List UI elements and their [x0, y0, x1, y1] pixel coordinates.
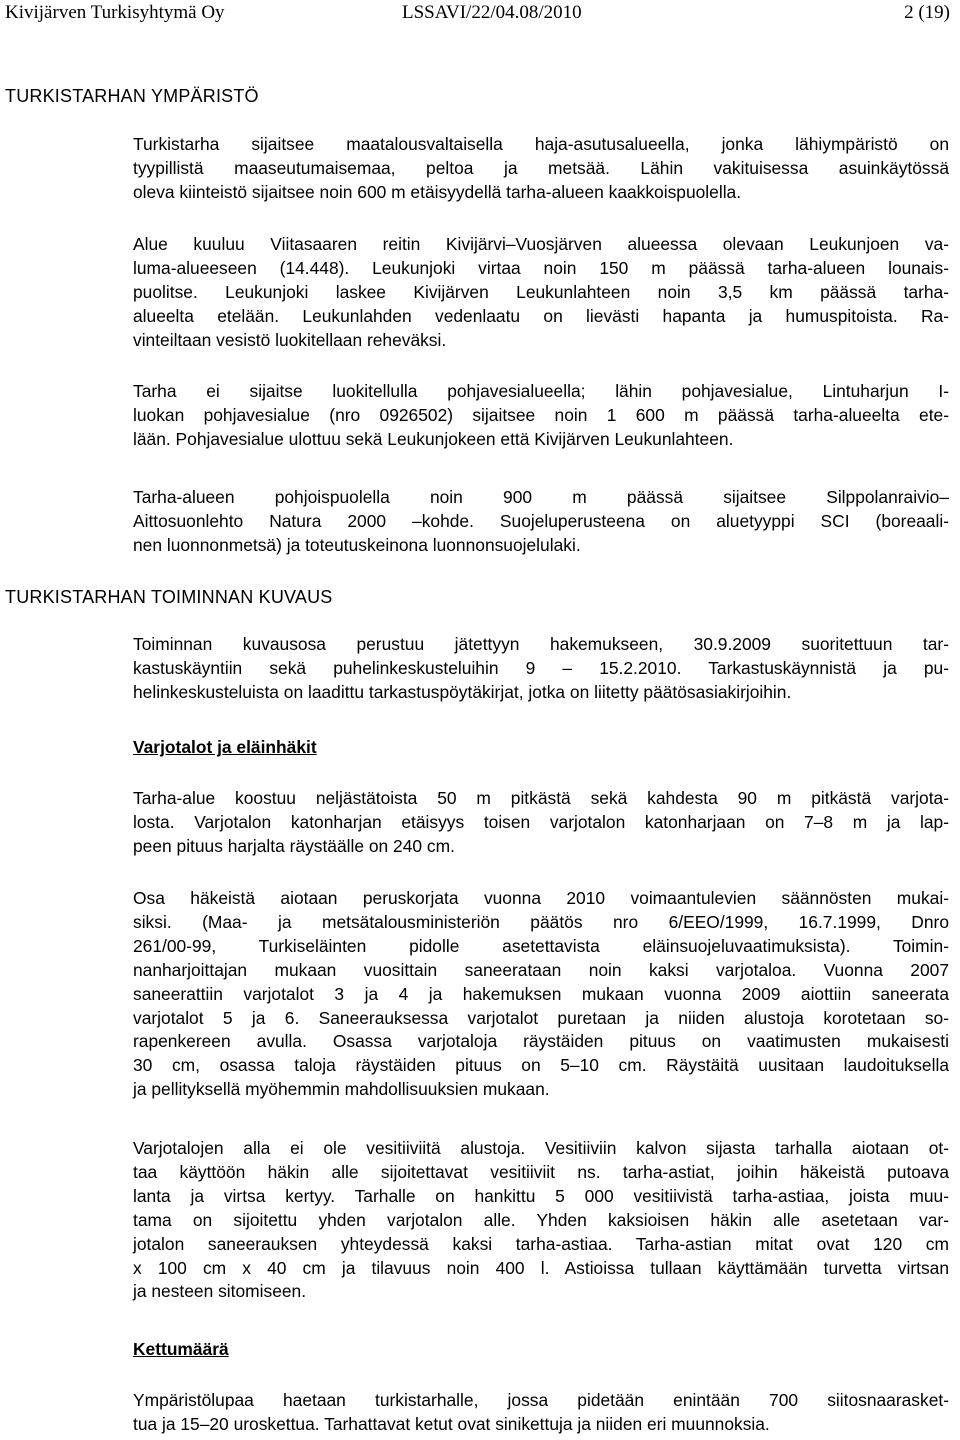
text-line: ja nesteen sitomiseen. [133, 1281, 307, 1302]
text-line: 261/00-99, Turkiseläinten pidolle asetettavista eläinsuojeluvaatimuksista). Toimin- [133, 935, 949, 956]
text-line: x 100 cm x 40 cm ja tilavuus noin 400 l. Astioissa tullaan käyttämään turvetta virtsan [133, 1257, 949, 1278]
text-line: Turkistarha sijaitsee maatalousvaltaisella haja-asutusalueella, jonka lähiympäristö on [133, 134, 949, 154]
text-line: Tarha-alue koostuu neljästätoista 50 m pitkästä sekä kahdesta 90 m pitkästä varjota- [133, 788, 949, 808]
text-line: jotalon saneerauksen yhteydessä kaksi tarha-astiaa. Tarha-astian mitat ovat 120 cm [133, 1233, 949, 1254]
text-line: tyypillistä maaseutumaisemaa, peltoa ja metsää. Lähin vakituisessa asuinkäytössä [133, 157, 949, 178]
text-line: lään. Pohjavesialue ulottuu sekä Leukunjokeen että Kivijärven Leukunlahteen. [133, 428, 734, 449]
text-line: taa käyttöön häkin alle sijoitettavat vesitiiviit ns. tarha-astiat, joihin häkeistä putoava [133, 1161, 949, 1182]
page-number: 2 (19) [904, 2, 950, 23]
text-line: nanharjoittajan mukaan vuosittain saneerataan noin kaksi varjotaloa. Vuonna 2007 [133, 959, 949, 980]
text-line: tua ja 15–20 uroskettua. Tarhattavat ketut ovat sinikettuja ja niiden eri muunnoksia. [133, 1413, 770, 1434]
text-line: luokan pohjavesialue (nro 0926502) sijaitsee noin 1 600 m päässä tarha-alueelta ete- [133, 404, 949, 425]
text-line: Aittosuonlehto Natura 2000 –kohde. Suojeluperusteena on aluetyyppi SCI (boreaali- [133, 510, 949, 531]
subsection-title-shelters: Varjotalot ja eläinhäkit [133, 737, 317, 757]
text-line: ja pellityksellä myöhemmin mahdollisuuksien mukaan. [133, 1079, 550, 1100]
text-line: Varjotalojen alla ei ole vesitiiviitä alustoja. Vesitiiviin kalvon sijasta tarhalla aiotaan ot- [133, 1138, 949, 1158]
text-line: 30 cm, osassa taloja räystäiden pituus on 5–10 cm. Räystäitä uusitaan laudoituksella [133, 1055, 949, 1076]
text-line: puolitse. Leukunjoki laskee Kivijärven Leukunlahteen noin 3,5 km päässä tarha- [133, 281, 949, 302]
text-line: Tarha-alueen pohjoispuolella noin 900 m päässä sijaitsee Silppolanraivio– [133, 487, 949, 507]
text-line: lanta ja virtsa kertyy. Tarhalle on hankittu 5 000 vesitiivistä tarha-astiaa, joista muu- [133, 1185, 949, 1206]
text-line: vinteiltaan vesistö luokitellaan reheväksi. [133, 329, 447, 350]
section-title-environment: TURKISTARHAN YMPÄRISTÖ [5, 86, 259, 106]
text-line: tama on sijoitettu yhden varjotalon alle. Yhden kaksioisen häkin alle asetetaan var- [133, 1209, 949, 1230]
subsection-title-fox-count: Kettumäärä [133, 1339, 229, 1359]
text-line: rapenkereen avulla. Osassa varjotaloja räystäiden pituus on vaatimusten mukaisesti [133, 1031, 949, 1052]
paragraph [133, 1137, 949, 1304]
paragraph [133, 787, 949, 859]
text-line: nen luonnonmetsä) ja toteutuskeinona luonnonsuojelulaki. [133, 534, 581, 555]
text-line: luma-alueeseen (14.448). Leukunjoki virtaa noin 150 m päässä tarha-alueen lounais- [133, 257, 949, 278]
text-line: siksi. (Maa- ja metsätalousministeriön päätös nro 6/EEO/1999, 16.7.1999, Dnro [133, 911, 949, 932]
text-line: kastuskäyntiin sekä puhelinkeskusteluihin 9 – 15.2.2010. Tarkastuskäynnistä ja pu- [133, 657, 949, 678]
paragraph [133, 133, 949, 205]
paragraph [133, 233, 949, 353]
text-line: oleva kiinteistö sijaitsee noin 600 m etäisyydellä tarha-alueen kaakkoispuolella. [133, 181, 742, 202]
paragraph [133, 486, 949, 558]
reference-number: LSSAVI/22/04.08/2010 [402, 2, 582, 23]
text-line: saneerattiin varjotalot 3 ja 4 ja hakemuksen mukaan vuonna 2009 aiottiin saneerata [133, 983, 949, 1004]
page-header [0, 0, 960, 30]
paragraph [133, 1389, 949, 1437]
text-line: Toiminnan kuvausosa perustuu jätettyyn hakemukseen, 30.9.2009 suoritettuun tar- [133, 634, 949, 654]
paragraph [133, 380, 949, 452]
text-line: peen pituus harjalta räystäälle on 240 cm. [133, 835, 455, 856]
text-line: Alue kuuluu Viitasaaren reitin Kivijärvi–Vuosjärven alueessa olevaan Leukunjoen va- [133, 234, 949, 254]
section-title-operations: TURKISTARHAN TOIMINNAN KUVAUS [5, 587, 333, 607]
text-line: Osa häkeistä aiotaan peruskorjata vuonna 2010 voimaantulevien säännösten mukai- [133, 888, 949, 908]
text-line: varjotalot 5 ja 6. Saneerauksessa varjotalot puretaan ja niiden alustoja korotetaan so- [133, 1007, 949, 1028]
text-line: Tarha ei sijaitse luokitellulla pohjavesialueella; lähin pohjavesialue, Lintuharjun I- [133, 381, 949, 401]
paragraph [133, 887, 949, 1102]
text-line: helinkeskusteluista on laadittu tarkastuspöytäkirjat, jotka on liitetty päätösasiakirjoihin. [133, 681, 792, 702]
text-line: losta. Varjotalon katonharjan etäisyys toisen varjotalon katonharjaan on 7–8 m ja lap- [133, 811, 949, 832]
paragraph [133, 633, 949, 705]
text-line: alueelta etelään. Leukunlahden vedenlaatu on lievästi hapanta ja humuspitoista. Ra- [133, 305, 949, 326]
company-name: Kivijärven Turkisyhtymä Oy [5, 2, 225, 23]
text-line: Ympäristölupaa haetaan turkistarhalle, jossa pidetään enintään 700 siitosnaarasket- [133, 1390, 949, 1410]
